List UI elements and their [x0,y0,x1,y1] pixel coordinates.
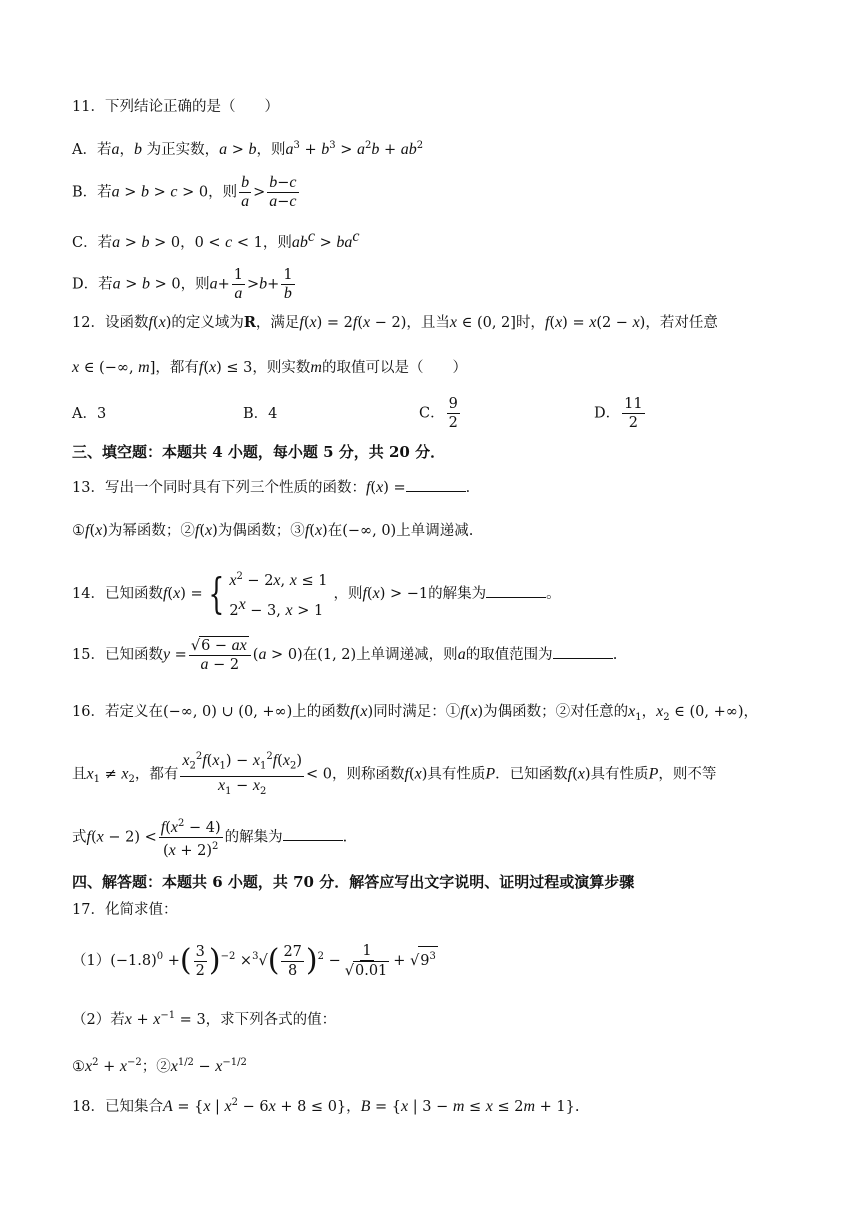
q11-b-label: B．若 [72,184,112,201]
q15-stem: 15．已知函数y = $\frac{√6 - ax}{a - 2}$ (a > 0)在(1, 2)上单调递减，则a的取值范围为 . [72,637,618,673]
q11-option-c: C．若a > b > 0，0 < c < 1，则$ab^c > ba^c$ [72,228,360,251]
q13-properties: ①f(x)为幂函数；②f(x)为偶函数；③f(x)在(−∞, 0)上单调递减. [72,522,474,539]
q16-t13: 的解集为 [224,829,283,846]
q12-option-c: C． $\frac{9}{2}$ [419,396,458,431]
q16-t5: 且 [72,766,87,783]
q11-a-text2: 为正实数， [146,141,220,158]
q11-stem-text: 11．下列结论正确的是（ ） [72,99,279,115]
q16-t4: 为偶函数；②对任意的 [483,704,629,720]
q12-text4: ，且当 [406,315,450,331]
q11-stem [72,97,279,117]
q16-t6: ，都有 [134,766,179,783]
q14-end2: 。 [546,585,561,602]
q14-mid: ，则 [333,585,363,602]
q12-d: D． [594,405,621,422]
q11-option-b: B．若a > b > c > 0，则 $\frac{b}{a}$ > $\frac{b-c}{a-c}$ [72,174,297,210]
q16-line1: 16．若定义在(−∞, 0) ∪ (0, +∞)上的函数f(x)同时满足：①f(x)为偶函数；②对任意的$x_1$，$x_2$ ∈ (0, +∞)， [72,703,759,723]
q12-a: A．3 [72,406,107,422]
q12-text2: 的定义域为 [171,315,244,331]
q16-line3: 式f(x − 2) < $\frac{f(x^2 - 4)}{(x + 2)^2}$ 的解集为 . [72,815,347,860]
q16-t7: ，则称函数 [331,766,405,783]
q14-text: 14．已知函数 [72,585,163,602]
q11-d-label: D．若 [72,276,113,293]
q17-text: 17．化简求值： [72,902,178,918]
q16-line2: 且$x_1 \ne x_2$，都有 $\frac{x_2^2f(x_1) - x_1^2f(x_2)}{x_1 - x_2}$ < 0，则称函数f(x)具有性质P．已知函数f(x)具有性质P，则不等 [72,748,716,801]
q12-line1: 12．设函数f(x)的定义域为R，满足f(x) = 2f(x − 2)，且当x ∈ (0, 2]时，f(x) = x(2 − x)，若对任意 [72,314,718,331]
q18-text: 18．已知集合 [72,1098,163,1115]
q18-stem: 18．已知集合A = {x | $x^2 - 6x + 8 \le 0$}，B = {x | 3 − m ≤ x ≤ 2m + 1}. [72,1097,580,1115]
q17-p3a: ① [72,1058,85,1075]
q16-t11: ，则不等 [658,766,717,783]
q12-option-a [72,404,106,424]
q11-d-text: ，则 [180,276,210,293]
q11-b-text: ，则 [208,184,238,201]
q13-p1: ① [72,523,85,539]
q15-answer-blank[interactable] [553,644,613,659]
q17-p2b: ，求下列各式的值： [205,1011,337,1028]
q15-mid: 在 [302,647,318,663]
q13-p3c: 上单调递减. [396,523,474,539]
q13-p3b: 在 [327,523,343,539]
q12-line2: x ∈ (−∞, m]，都有f(x) ≤ 3，则实数m的取值可以是（ ） [72,359,467,376]
q18-mid: ， [346,1098,361,1115]
q14-end: 的解集为 [428,585,487,602]
q11-c-label: C．若 [72,234,113,251]
q16-t8: 具有性质 [427,766,486,783]
q12-text1: 12．设函数 [72,315,149,331]
q16-t10: 具有性质 [590,766,649,783]
q11-a-text3: ，则 [256,141,286,158]
q12-b: B．4 [243,406,278,422]
q11-a-text: ， [119,141,134,158]
q16-t3: 同时满足：① [373,704,461,720]
q17-p1: （1） [72,953,111,969]
q11-a-label: A．若 [72,141,112,158]
q17-p3b: ；② [141,1058,171,1075]
q11-option-d: D．若a > b > 0，则a+ $\frac{1}{a}$ >b+ $\frac{1}{b}$ [72,267,293,302]
q17-part3: $①x^2 + x^{-2}$；$②x^{1/2} - x^{-1/2}$ [72,1057,247,1075]
q12-text8: ，则实数 [252,360,311,376]
q16-t12: 式 [72,829,87,846]
q13-stem: 13．写出一个同时具有下列三个性质的函数：f(x) = ． [72,479,481,496]
q14-answer-blank[interactable] [486,583,546,598]
q12-option-b [243,404,277,424]
q12-text6: ，若对任意 [645,315,718,331]
q17-part1: $(1)(-1.8)^0$ +( $\frac{3}{2}$ )$^{-2}$ ×$^3$√( $\frac{27}{8}$ )$^2$ − $\frac{1}{√0.01}$ + $√9^3$ [72,943,436,979]
q16-t1: 16．若定义在 [72,704,163,720]
q12-text5: 时， [515,315,545,331]
q16-t9: ．已知函数 [495,766,568,783]
q12-c: C． [419,405,445,422]
q11-option-a: A．若a，b 为正实数，a > b，则$a^3 + b^3 > a^2b + ab^2$ [72,140,424,158]
q17-stem [72,900,177,920]
q12-text3: ，满足 [255,315,300,331]
q15-end2: . [612,647,618,663]
q15-mid2: 上单调递减，则 [356,647,458,663]
q16-t2: 上的函数 [292,704,351,720]
q13-p1b: 为幂函数；② [107,523,195,539]
q17-p2: （2）若 [72,1011,125,1028]
section-3-text: 三、填空题：本题共 4 小题，每小题 5 分，共 20 分． [72,443,446,461]
q16-t14: . [342,829,348,846]
q15-text: 15．已知函数 [72,647,163,663]
section-4-text: 四、解答题：本题共 6 小题，共 70 分．解答应写出文字说明、证明过程或演算步骤 [72,873,635,891]
section-3-heading [72,442,445,462]
q12-text9: 的取值可以是（ ） [321,360,467,376]
q14-stem: 14．已知函数f(x) = { $x^2 - 2x$, x ≤ 1 $2^x - 3$, x > 1 ，则f(x) > −1的解集为 。 [72,568,561,619]
q12-option-d: D． $\frac{11}{2}$ [594,396,643,431]
q11-c-text2: ，则 [262,234,292,251]
q15-end: 的取值范围为 [465,647,553,663]
q13-end: ． [465,480,481,496]
q13-p2b: 为偶函数；③ [217,523,305,539]
q16-answer-blank[interactable] [283,826,343,841]
q12-text7: ，都有 [155,360,199,376]
section-4-heading [72,872,634,892]
q17-part2: （2）若$x + x^{-1} = 3$，求下列各式的值： [72,1010,337,1028]
q11-c-text: ， [180,234,195,251]
q18-end: . [574,1098,580,1115]
q13-answer-blank[interactable] [406,477,466,492]
q13-text: 13．写出一个同时具有下列三个性质的函数： [72,480,366,496]
